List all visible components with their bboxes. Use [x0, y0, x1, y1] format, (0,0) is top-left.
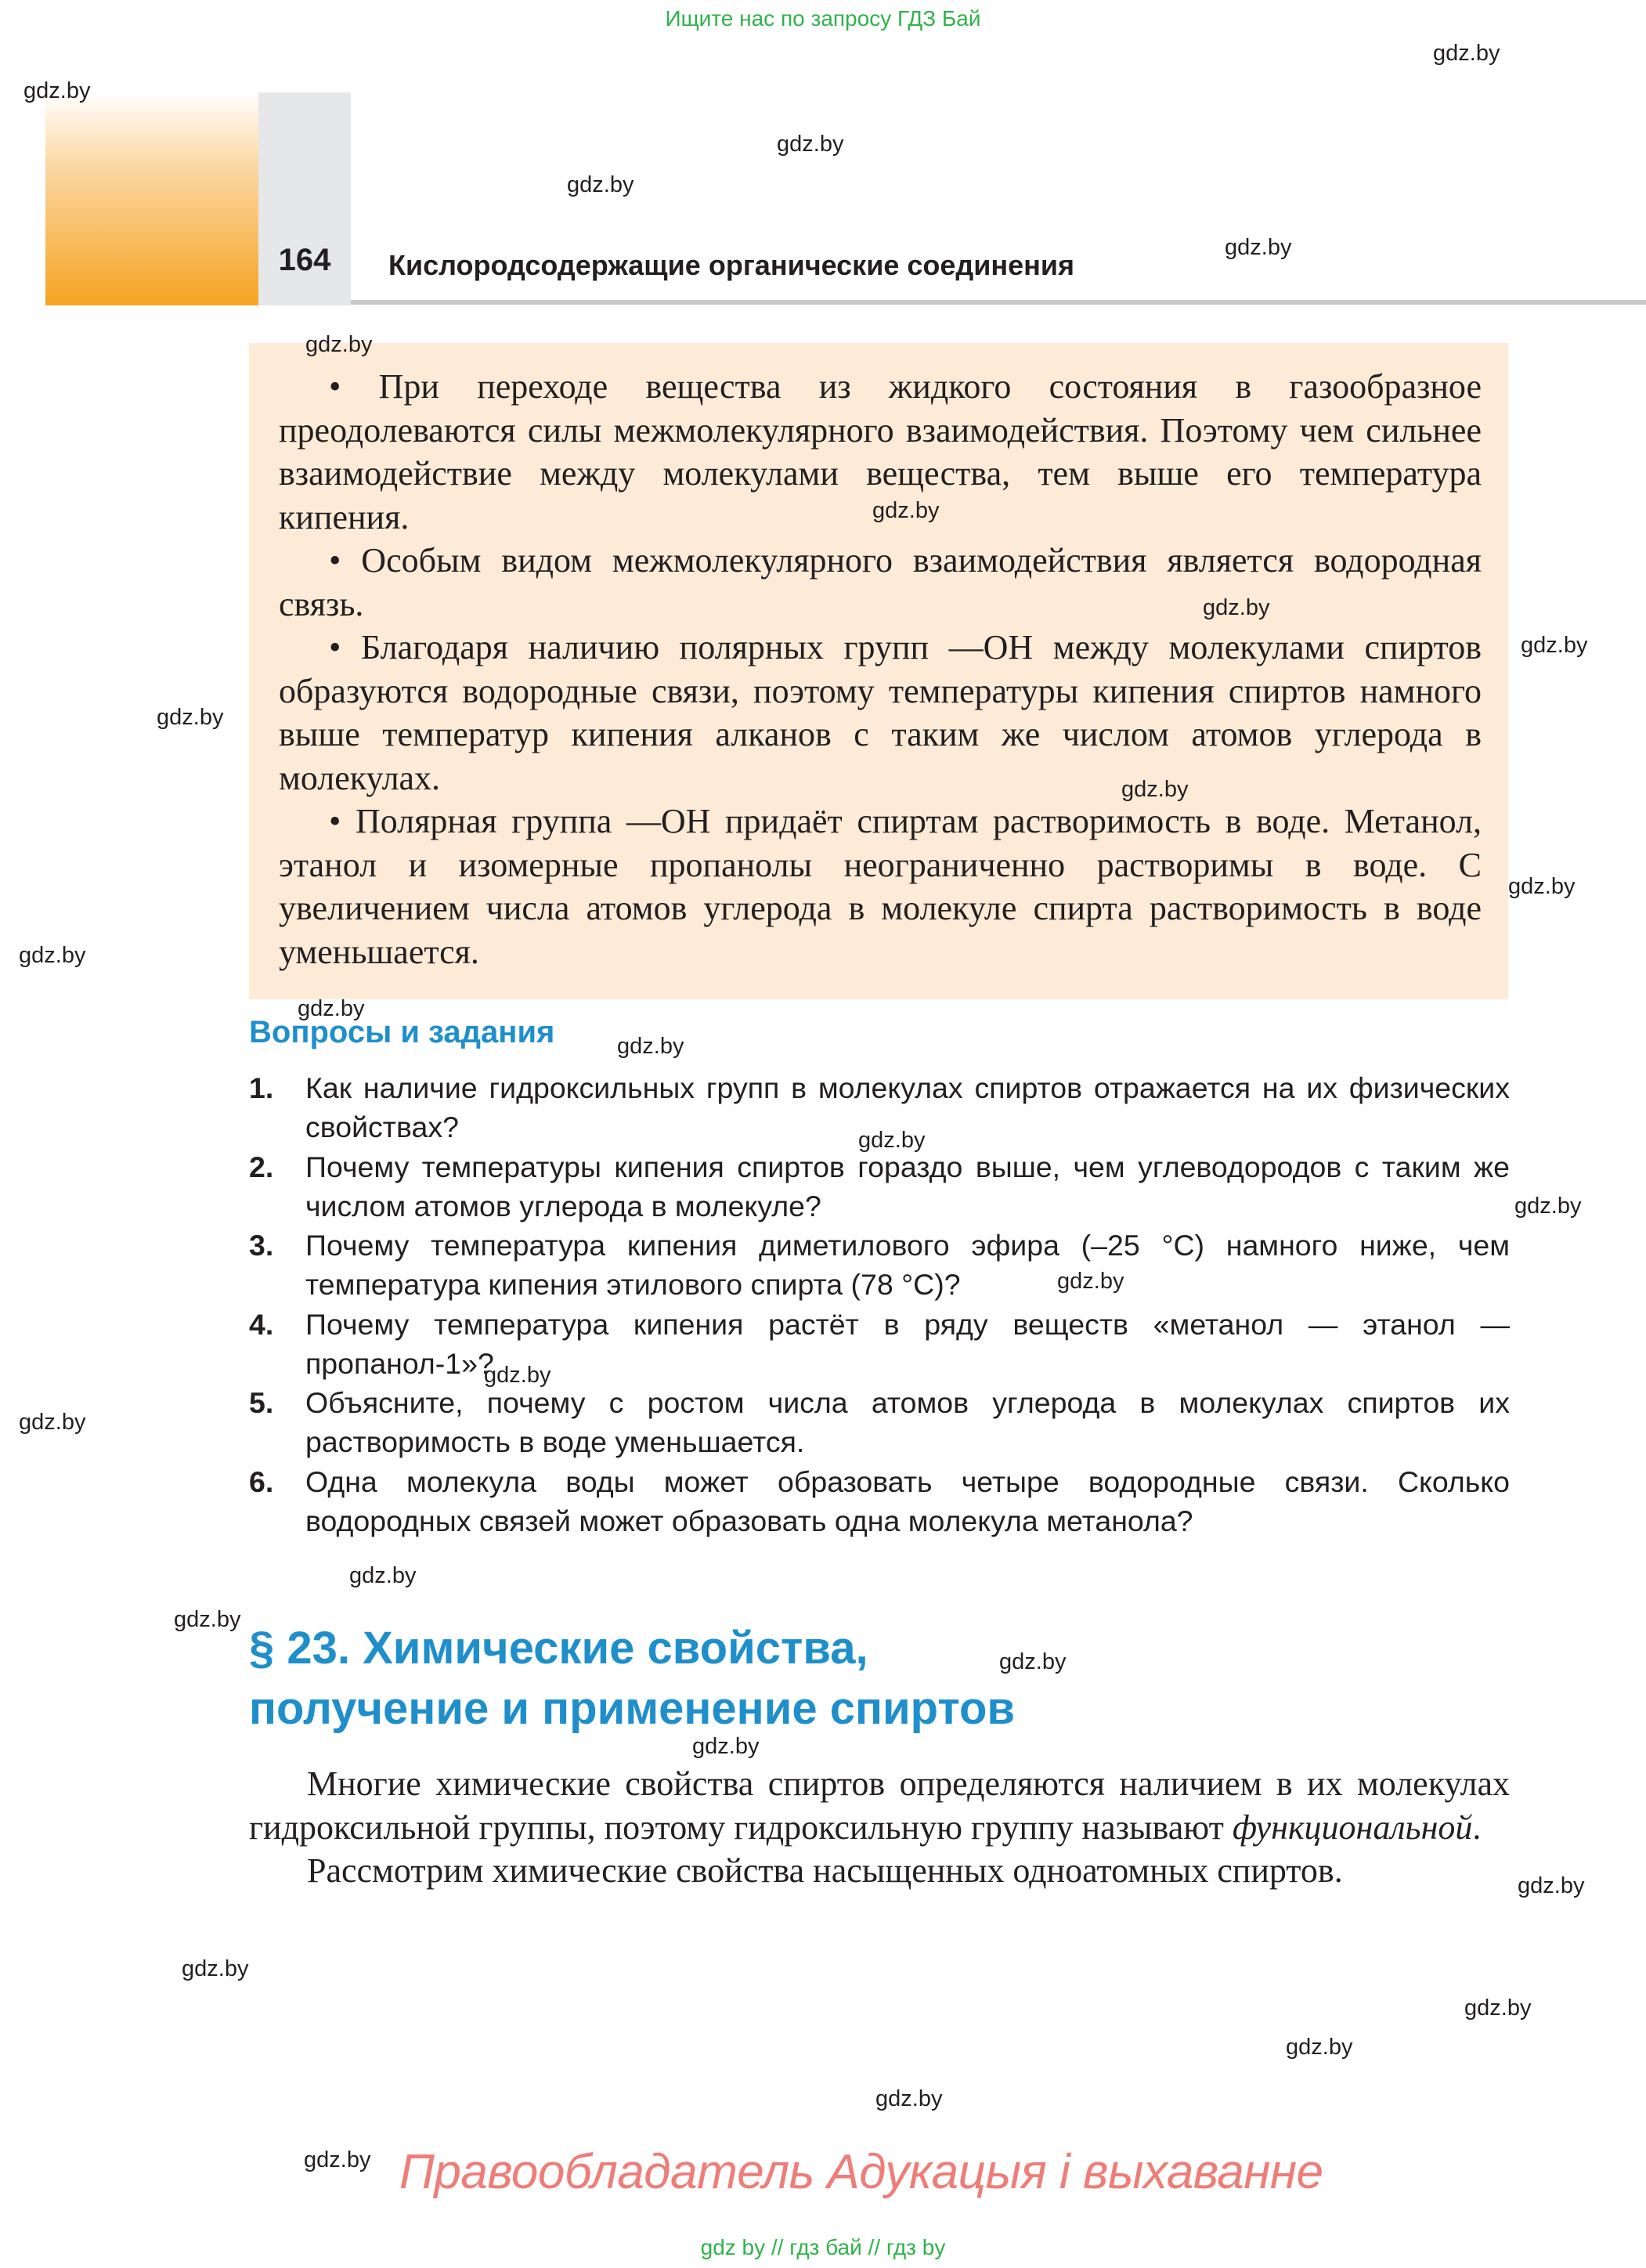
question-number: 6.	[249, 1464, 274, 1498]
watermark: gdz.by	[1521, 633, 1588, 658]
emphasized-term: функциональной	[1232, 1808, 1473, 1847]
chapter-title: Кислородсодержащие органические соединения	[388, 249, 1075, 281]
watermark: gdz.by	[872, 498, 940, 523]
watermark: gdz.by	[19, 1410, 86, 1435]
question-item	[249, 1462, 1510, 1540]
watermark: gdz.by	[999, 1649, 1067, 1674]
watermark: gdz.by	[484, 1363, 551, 1388]
watermark: gdz.by	[157, 705, 224, 730]
page-number: 164	[278, 243, 331, 277]
summary-paragraph: • Особым видом межмолекулярного взаимодействия является водородная связь.	[279, 541, 1482, 623]
body-text: .	[1472, 1808, 1482, 1847]
question-text: Как наличие гидроксильных групп в молекулах спиртов отражается на их физических свойствах?	[305, 1071, 1510, 1143]
body-paragraph	[249, 1762, 1510, 1849]
question-number: 1.	[249, 1071, 274, 1104]
watermark: gdz.by	[304, 2147, 371, 2172]
question-item	[249, 1226, 1510, 1304]
watermark: gdz.by	[1057, 1269, 1124, 1294]
question-item	[249, 1305, 1510, 1383]
question-number: 5.	[249, 1386, 274, 1419]
question-text: Почему температура кипения диметилового эфира (–25 °C) намного ниже, чем температура кипения этилового спирта (78 °C)?	[305, 1229, 1510, 1301]
copyright-notice: Правообладатель Адукацыя і выхаванне	[399, 2145, 1323, 2199]
question-text: Одна молекула воды может образовать четыре водородные связи. Сколько водородных связей может образовать одна молекула метанола?	[305, 1464, 1510, 1537]
watermark: gdz.by	[875, 2086, 943, 2111]
watermark: gdz.by	[174, 1607, 241, 1632]
summary-paragraph: • Полярная группа —OH придаёт спиртам растворимость в воде. Метанол, этанол и изомерные пропанолы неограниченно растворимы в воде. С увеличением числа атомов углерода в молекуле спирта растворимость в воде уменьшается.	[279, 802, 1482, 971]
watermark: gdz.by	[23, 78, 91, 103]
section-title-line: § 23. Химические свойства,	[249, 1623, 868, 1674]
watermark: gdz.by	[692, 1734, 760, 1759]
summary-paragraph: • Благодаря наличию полярных групп —OH между молекулами спиртов образуются водородные связи, поэтому температуры кипения спиртов намного выше температур кипения алканов с таким же числом атомов углерода в молекулах.	[279, 628, 1482, 797]
watermark: gdz.by	[617, 1034, 684, 1059]
watermark: gdz.by	[1286, 2035, 1353, 2060]
watermark: gdz.by	[182, 1956, 249, 1981]
watermark: gdz.by	[305, 332, 373, 357]
header-rule	[351, 300, 1646, 305]
watermark: gdz.by	[1514, 1194, 1582, 1219]
watermark: gdz.by	[349, 1563, 417, 1588]
watermark: gdz.by	[1121, 777, 1189, 802]
question-item	[249, 1147, 1510, 1226]
section-title-line: получение и применение спиртов	[249, 1683, 1016, 1734]
question-text: Почему температуры кипения спиртов гораздо выше, чем углеводородов с таким же числом атомов углерода в молекуле?	[305, 1150, 1510, 1222]
watermark: gdz.by	[777, 132, 844, 157]
summary-text	[279, 365, 1482, 973]
watermark: gdz.by	[858, 1128, 926, 1153]
watermark: gdz.by	[1203, 595, 1270, 620]
summary-paragraph: • При переходе вещества из жидкого состояния в газообразное преодолеваются силы межмолекулярного взаимодействия. Поэтому чем сильнее взаимодействие между молекулами вещества, тем выше его температура кипения.	[279, 367, 1482, 536]
watermark: gdz.by	[1464, 1995, 1532, 2021]
watermark: gdz.by	[19, 943, 86, 968]
watermark: gdz.by	[1508, 874, 1576, 899]
body-paragraph: Рассмотрим химические свойства насыщенных одноатомных спиртов.	[307, 1851, 1343, 1890]
question-text: Объясните, почему с ростом числа атомов углерода в молекулах спиртов их растворимость в воде уменьшается.	[305, 1386, 1510, 1458]
watermark: gdz.by	[1225, 235, 1292, 260]
watermark: gdz.by	[1518, 1873, 1585, 1898]
question-number: 3.	[249, 1229, 274, 1262]
question-number: 4.	[249, 1307, 274, 1341]
section-title	[249, 1618, 1345, 1739]
top-banner: Ищите нас по запросу ГДЗ Бай	[665, 6, 981, 31]
body-text: Многие химические свойства спиртов определяются наличием в их молекулах гидроксильной группы, поэтому гидроксильную группу называют	[249, 1764, 1510, 1847]
question-text: Почему температура кипения растёт в ряду веществ «метанол — этанол — пропанол-1»?	[305, 1307, 1510, 1380]
question-number: 2.	[249, 1150, 274, 1183]
questions-heading: Вопросы и задания	[249, 1015, 555, 1049]
section-body	[249, 1762, 1510, 1893]
watermark: gdz.by	[567, 172, 634, 197]
question-item	[249, 1383, 1510, 1461]
watermark: gdz.by	[1433, 41, 1500, 66]
watermark: gdz.by	[298, 996, 365, 1021]
header-color-block	[45, 92, 258, 305]
footer-links: gdz by // гдз бай // гдз by	[700, 2235, 946, 2259]
